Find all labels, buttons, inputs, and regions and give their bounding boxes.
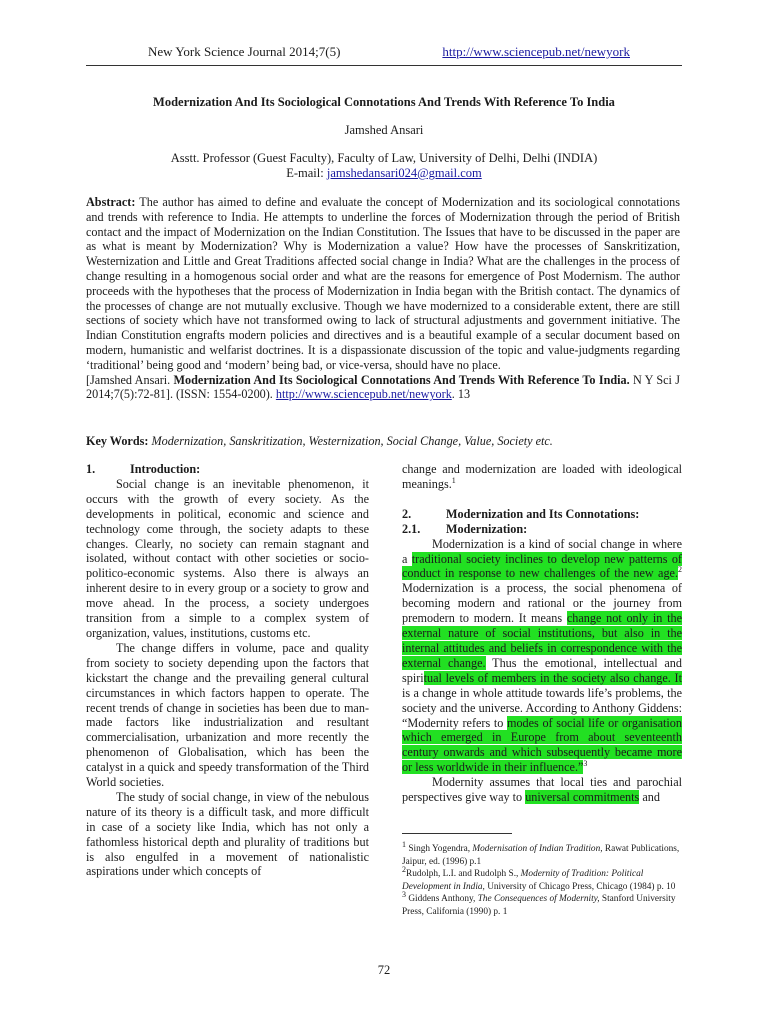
highlighted-text: universal commitments xyxy=(525,790,640,805)
email-link[interactable]: jamshedansari024@gmail.com xyxy=(326,166,482,180)
running-header xyxy=(138,44,630,60)
footnote-2 xyxy=(402,865,682,893)
paragraph-text: Thus the emotional, intellectual and spiri xyxy=(402,655,682,685)
footnote-italic: The Consequences of Modernity, xyxy=(477,894,600,905)
footnote-ref: 2 xyxy=(678,565,682,575)
citation-end: . 13 xyxy=(451,387,471,402)
paragraph-text: Modernization is a process, the social phenomena of becoming modern and rational or the journey from premodern to modern. It means xyxy=(402,581,682,626)
highlighted-text: tual levels of members in the society also change. It xyxy=(423,670,682,685)
left-column xyxy=(86,462,369,879)
subsection-heading-modernization xyxy=(402,522,682,537)
paragraph-text: is a change in whole attitude towards life’s problems, the society and the universe. According to Anthony Giddens: “Modernity refers to xyxy=(402,685,682,730)
abstract xyxy=(86,195,680,402)
citation-details: N Y Sci J 2014;7(5):72-81]. (ISSN: 1554-0200). xyxy=(86,372,680,402)
right-column xyxy=(402,462,682,805)
footnote-text: Singh Yogendra, xyxy=(406,844,473,854)
email-label: E-mail: xyxy=(286,166,327,180)
footnote-rule xyxy=(402,833,512,834)
abstract-label: Abstract: xyxy=(86,195,136,209)
section-title: Modernization: xyxy=(446,521,528,536)
paragraph-text: and xyxy=(639,790,660,805)
footnote-italic: Modernisation of Indian Tradition, xyxy=(472,844,603,854)
footnotes xyxy=(402,839,682,919)
footnote-number: 2 xyxy=(402,865,406,875)
highlighted-text: traditional society inclines to develop new patterns of conduct in response to new challenges of the new age. xyxy=(402,551,682,581)
section-heading-introduction xyxy=(86,462,369,477)
paragraph xyxy=(402,537,682,776)
header-rule xyxy=(86,65,682,66)
footnote-ref: 1 xyxy=(451,475,456,485)
footnote-1 xyxy=(402,839,682,868)
keywords-label: Key Words: xyxy=(86,434,149,448)
journal-name: New York Science Journal 2014;7(5) xyxy=(148,44,341,59)
affiliation: Asstt. Professor (Guest Faculty), Faculty of Law, University of Delhi, Delhi (INDIA) xyxy=(170,151,598,165)
footnote-number: 3 xyxy=(402,890,406,900)
paragraph-text: change and modernization are loaded with ideological meanings. xyxy=(402,462,682,491)
continued-paragraph xyxy=(402,462,682,492)
affiliation-block xyxy=(86,151,682,181)
paper-title: Modernization And Its Sociological Connotations And Trends With Reference To India xyxy=(153,95,615,109)
footnote-text: Stanford University Press, California (1990) p. 1 xyxy=(402,894,676,917)
highlighted-text: change not only in the external nature of social institutions, but also in the internal attitudes and beliefs in correspondence with the external change. xyxy=(402,611,682,670)
keywords xyxy=(86,434,686,449)
footnote-ref: 3 xyxy=(583,759,588,769)
section-title: Introduction: xyxy=(130,462,201,476)
author-name: Jamshed Ansari xyxy=(344,123,424,137)
section-number: 2.1. xyxy=(402,521,421,536)
email-line xyxy=(86,166,682,181)
footnote-text: Rawat Publications, Jaipur, ed. (1996) p.1 xyxy=(402,844,680,867)
page-number: 72 xyxy=(377,963,391,977)
footnote-3 xyxy=(402,890,682,918)
paragraph: The study of social change, in view of the nebulous nature of its theory is a difficult task, and more difficult in case of a society like India, which has not only a fathomless historical depth and plurality of traditions but is also engulfed in a movement of nationalistic aspirations under which concepts of xyxy=(86,789,369,879)
citation-title: Modernization And Its Sociological Connotations And Trends With Reference To India. xyxy=(173,372,630,387)
keywords-text: Modernization, Sanskritization, Westernization, Social Change, Value, Society etc. xyxy=(148,434,553,448)
paragraph: The change differs in volume, pace and quality from society to society depending upon the factors that kickstart the change and the prevailing general cultural circumstances in which factors happen to operate. The recent trends of change in societies has been due to man-made factors like industrialization and resultant commercialisation, urbanization and more recently the phenomenon of Globalisation, which has been the catalyst in a quick and speedy transformation of the Third World societies. xyxy=(86,640,369,790)
section-number: 1. xyxy=(86,462,96,476)
citation-url-link[interactable]: http://www.sciencepub.net/newyork xyxy=(275,387,452,402)
paragraph-text: Modernity assumes that local ties and parochial perspectives give way to xyxy=(402,775,682,805)
section-heading-modernization-connotations xyxy=(402,507,682,522)
footnote-number: 1 xyxy=(402,839,406,849)
footnote-text: Giddens Anthony, xyxy=(406,894,478,905)
footnote-italic: Modernity of Tradition: Political Development in India, xyxy=(402,869,644,892)
paragraph-text: Modernization is a kind of social change in where a xyxy=(402,536,682,566)
paragraph: Social change is an inevitable phenomenon, it occurs with the growth of every society. As the developments in political, economic and science and technology come through, the society adapts to these changes. Clearly, no society can remain stagnant and isolated, without contact with other societies or socio-politico-economic systems. Also there is always an inherent desire to in every group or a society to grow and move ahead. In the process, a society undergoes transition from a simple to a complex system of organization, values, institutions, customs etc. xyxy=(86,476,369,640)
journal-url-link[interactable]: http://www.sciencepub.net/newyork xyxy=(442,44,630,59)
footnote-text: University of Chicago Press, Chicago (1984) p. 10 xyxy=(484,881,676,892)
abstract-text: The author has aimed to define and evaluate the concept of Modernization and its sociological connotations and trends with reference to India. He attempts to underline the forces of Modernization through the period of British contact and the impact of Modernization on the Indian Constitution. The Issues that have to be discussed in the paper are as what is meant by Modernization? Why is Modernization a value? How have the processes of Sanskritization, Westernization and Little and Great Traditions affected social change in India? What are the challenges in the process of change resulting in a homogenous social order and what are the reasons for emergence of Post Modernism. The author proceeds with the hypotheses that the process of Modernization in India began with the British contact. The dynamics of the processes of change are not mutually exclusive. Though we have modernized to a considerable extent, there are still sections of society which have not transformed owing to lack of structural adjustments and government initiative. The Indian Constitution engrafts modern policies and directives and is a beautiful example of a secular document based on modern, humanistic and welfarist doctrines. It is a dispassionate discussion of the topic and value-judgments regarding ‘traditional’ being good and ‘modern’ being bad, or vice-versa, should have no place. xyxy=(86,195,680,372)
paragraph xyxy=(402,775,682,805)
section-number: 2. xyxy=(402,506,412,521)
footnote-text: Rudolph, L.I. and Rudolph S., xyxy=(406,869,521,880)
citation-prefix: [Jamshed Ansari. xyxy=(86,372,174,387)
section-title: Modernization and Its Connotations: xyxy=(446,506,640,521)
highlighted-text: modes of social life or organisation which emerged in Europe from about seventeenth century onwards and which subsequently became more or less worldwide in their influence.” xyxy=(402,715,682,775)
